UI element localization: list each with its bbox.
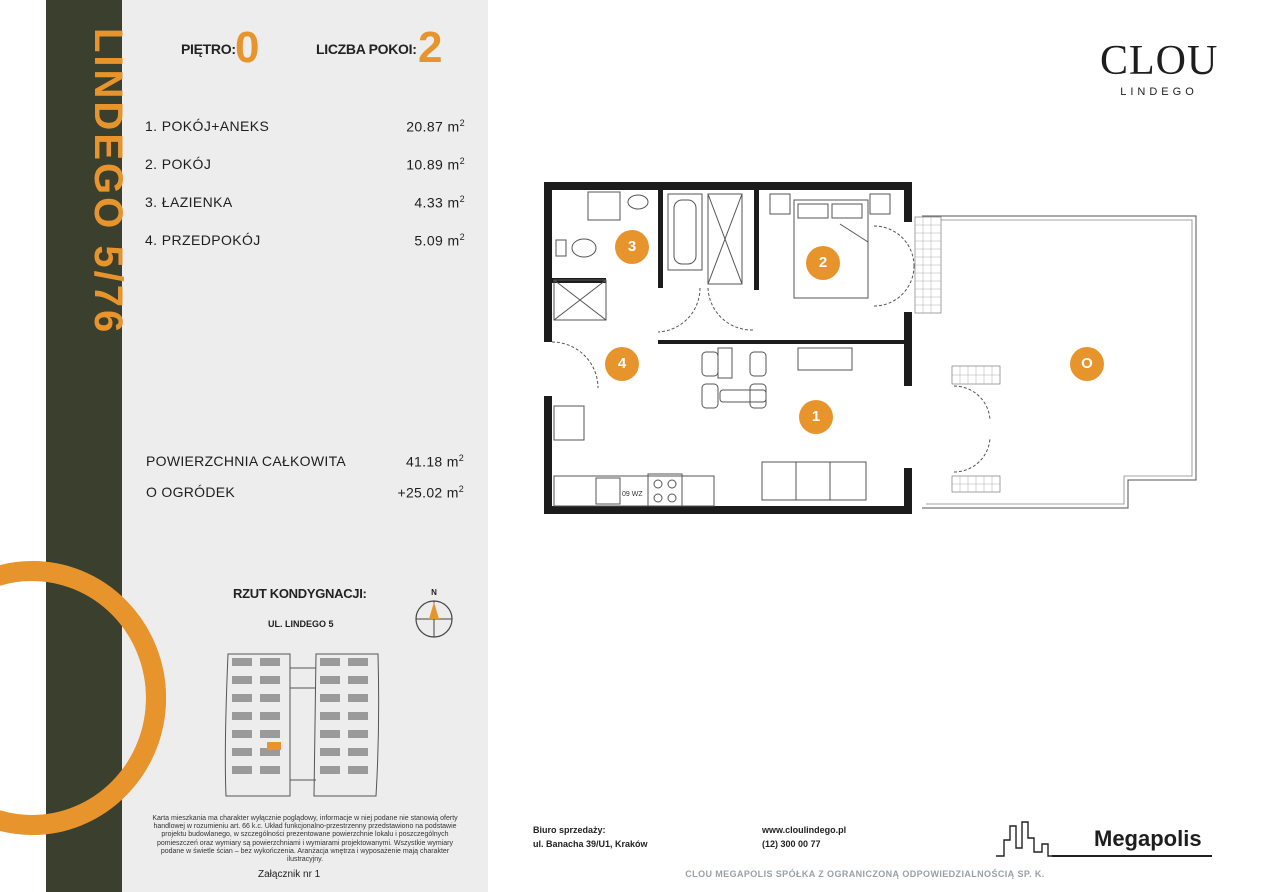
- developer-underline: [1052, 855, 1212, 857]
- appliance-label: 09 WZ: [622, 491, 643, 498]
- room-marker-4: 4: [605, 347, 639, 381]
- room-row: [145, 194, 465, 214]
- phone-number[interactable]: (12) 300 00 77: [762, 839, 821, 849]
- brand-logo: [1100, 38, 1218, 98]
- skyline-icon: [994, 820, 1054, 860]
- compass: [413, 588, 455, 640]
- rooms-count-label: LICZBA POKOI:: [316, 41, 417, 57]
- company-name: CLOU MEGAPOLIS SPÓŁKA Z OGRANICZONĄ ODPOWIEDZIALNOŚCIĄ SP. K.: [685, 869, 1045, 879]
- room-name: 1. POKÓJ+ANEKS: [145, 118, 270, 134]
- total-area-value: 41.18 $m^2$: [405, 453, 464, 470]
- sales-office-label: Biuro sprzedaży:: [533, 825, 606, 835]
- attachment-label: Załącznik nr 1: [258, 869, 321, 880]
- website-link[interactable]: www.cloulindego.pl: [762, 825, 847, 835]
- apartment-location-marker: [267, 742, 281, 750]
- garden-area-value: +25.02 $m^2$: [397, 484, 464, 501]
- developer-name: Megapolis: [1094, 826, 1202, 851]
- disclaimer-text: Karta mieszkania ma charakter wyłącznie poglądowy, informacje w niej podane nie stanowią oferty handlowej w rozumieniu art. 66 k.c. Układ funkcjonalno-przestrzenny przedstawiono na podstawie projektu budowlanego, w szczególności prezentowane powierzchnie lokalu i poszczególnych pomieszczeń oraz wymiary są powierzchniami i wymiarami projektowanymi. Wszystkie wymiary podane w świetle ścian – bez wykończenia. Aranżacja wnętrza i wyposażenie mają charakter ilustracyjny.: [152, 815, 458, 864]
- developer-logo: [994, 820, 1214, 860]
- room-name: 3. ŁAZIENKA: [145, 194, 233, 210]
- room-area: 4.33 $m^2$: [414, 194, 465, 211]
- room-row: [145, 156, 465, 176]
- room-name: 2. POKÓJ: [145, 156, 212, 172]
- room-name: 4. PRZEDPOKÓJ: [145, 232, 261, 248]
- room-area: 10.89 $m^2$: [406, 156, 465, 173]
- brand-subname: LINDEGO: [1120, 86, 1198, 98]
- site-plan-heading: RZUT KONDYGNACJI:: [233, 586, 367, 601]
- room-area: 5.09 $m^2$: [414, 232, 465, 249]
- apartment-title: LINDEGO 5/76: [86, 28, 130, 336]
- room-marker-2: 2: [806, 246, 840, 280]
- apartment-title-vertical: [46, 0, 130, 336]
- left-margin: [0, 0, 46, 892]
- site-plan-street: UL. LINDEGO 5: [268, 619, 334, 629]
- room-area: 20.87 $m^2$: [406, 118, 465, 135]
- sales-office-address: ul. Banacha 39/U1, Kraków: [533, 839, 648, 849]
- room-row: [145, 232, 465, 252]
- garden-marker: O: [1070, 347, 1104, 381]
- brand-name: CLOU: [1100, 38, 1219, 84]
- room-marker-1: 1: [799, 400, 833, 434]
- floor-plan: [540, 180, 1210, 520]
- total-area-label: POWIERZCHNIA CAŁKOWITA: [146, 453, 347, 469]
- floor-label: PIĘTRO:: [181, 41, 236, 57]
- floor-value: 0: [235, 23, 260, 72]
- room-row: [145, 118, 465, 138]
- compass-north-label: N: [431, 588, 437, 597]
- garden-area-label: O OGRÓDEK: [146, 484, 236, 500]
- site-plan-map: [220, 648, 382, 800]
- room-marker-3: 3: [615, 230, 649, 264]
- rooms-count-value: 2: [418, 23, 443, 72]
